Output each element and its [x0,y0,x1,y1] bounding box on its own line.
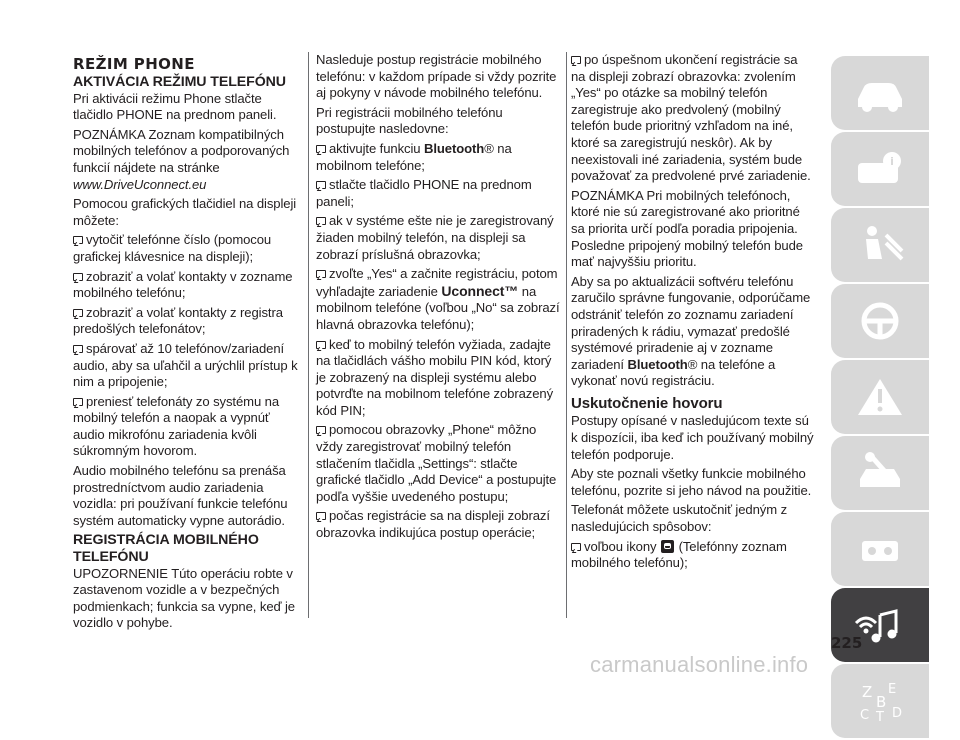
tab-driving[interactable] [831,284,929,358]
paragraph: Audio mobilného telefónu sa prenáša prostredníctvom audio zariadenia vozidla: pri používaní funkcie telefónu systém automaticky vypne autorádio. [73,463,288,528]
bullet-icon [316,341,326,349]
tab-technical-data[interactable] [831,512,929,586]
tools-icon [852,525,908,573]
steering-wheel-icon [852,297,908,345]
list-item [73,341,301,391]
list-item: pomocou obrazovky „Phone“ môžno vždy zaregistrovať mobilný telefón stlačením tlačidla „Settings“: stlačte grafické tlačidlo „Add Device“ a postupujte podľa vyššie uvedeného postupu; [316,422,557,504]
tab-index[interactable] [831,664,929,738]
column-1 [73,56,301,635]
list-item: po úspešnom ukončení registrácie sa na displeji zobrazí obrazovka: zvolením „Yes“ po otázke sa mobilný telefón zaregistruje ako predvolený (mobilný telefón bude prioritný vzhľadom na iné, ktoré sa zaregistrujú neskôr). Ak by neexistovali iné zariadenia, systém bude považovať za predvolené prvé zariadenie. [571,52,811,184]
paragraph: Nasleduje postup registrácie mobilného telefónu: v každom prípade si vždy pozrite aj pokyny v návode mobilného telefónu. [316,52,557,101]
tab-emergency[interactable] [831,360,929,434]
list-item: keď to mobilný telefón vyžiada, zadajte na tlačidlách vášho mobilu PIN kód, ktorý je zobrazený na displeji systému alebo potvrďte na mobilnom telefóne zobrazený kód PIN; [316,336,554,418]
bullet-icon [316,426,326,434]
bullet-icon [73,309,83,317]
list-item-text: preniesť telefonáty zo systému na mobilný telefón a naopak a vypnúť audio mikrofónu zariadenia kvôli súkromným hovorom. [73,393,280,459]
column-divider [308,52,309,618]
alphabet-index-icon [852,677,908,725]
column-3 [571,52,815,575]
list-item: stlačte tlačidlo PHONE na prednom paneli; [316,177,532,209]
subheading-call: Uskutočnenie hovoru [571,394,723,412]
list-item: zvoľte „Yes“ a začnite registráciu, potom vyhľadajte zariadenie Uconnect™ na mobilnom telefóne (voľbou „No“ sa zobrazí hlavná obrazovka telefónu); [316,266,560,332]
car-icon [852,69,908,117]
car-info-icon [852,145,908,193]
section-title: REŽIM PHONE [73,55,195,73]
bullet-icon [571,543,581,551]
index-letter: C [860,708,870,723]
wrench-car-icon [852,449,908,497]
list-item: voľbou ikony (Telefónny zoznam mobilného telefónu); [571,538,787,571]
paragraph: Pri aktivácii režimu Phone stlačte tlačidlo PHONE na prednom paneli. [73,90,277,123]
list-item [73,269,301,302]
list-item [73,232,301,265]
index-letter: E [888,682,897,697]
list-item: počas registrácie sa na displeji zobrazí obrazovka indikujúca postup operácie; [316,508,550,541]
bluetooth-term: Bluetooth [627,356,688,372]
heading-registration: REGISTRÁCIA MOBILNÉHO TELEFÓNU [73,532,259,566]
watermark: carmanualsonline.info [590,652,809,677]
uconnect-term: Uconnect™ [441,282,519,299]
url-link[interactable]: www.DriveUconnect.eu [73,176,207,192]
note-text: POZNÁMKA Zoznam kompatibilných mobilných telefónov a podporovaných funkcií nájdete na stránke [73,126,290,175]
paragraph: Telefonát môžete uskutočniť jedným z nasledujúcich spôsobov: [571,502,788,535]
list-item [73,394,301,460]
index-letter: D [892,706,903,721]
list-item-text: zobraziť a volať kontakty z registra predošlých telefonátov; [73,304,283,337]
bluetooth-term: Bluetooth [424,140,485,156]
bullet-icon [73,273,83,281]
list-item-text: zobraziť a volať kontakty v zozname mobilného telefónu; [73,268,293,301]
tab-safety[interactable] [831,208,929,282]
paragraph: Pomocou grafických tlačidiel na displeji môžete: [73,196,297,228]
list-item [73,305,301,338]
heading-activation: AKTIVÁCIA REŽIMU TELEFÓNU [73,74,286,90]
bullet-icon [316,512,326,520]
bullet-icon [73,345,83,353]
tab-maintenance[interactable] [831,436,929,510]
bullet-icon [316,217,326,225]
warning-triangle-icon [852,373,908,421]
index-letter: T [876,710,884,725]
paragraph: Aby ste poznali všetky funkcie mobilného telefónu, pozrite si jeho návod na použitie. [571,466,812,498]
tab-car-info[interactable] [831,132,929,206]
index-letter: B [876,693,887,711]
column-2 [316,52,560,545]
note: POZNÁMKA Pri mobilných telefónoch, ktoré nie sú zaregistrované ako prioritné sa priorita určí podľa poradia pripojenia. Posledne pripojený mobilný telefón bude mať najvyššiu prioritu. [571,187,803,270]
phonebook-icon [661,540,674,553]
seatbelt-icon [852,221,908,269]
column-divider [566,52,567,618]
page-number: 225 [831,634,863,652]
bullet-icon [73,398,83,406]
bullet-icon [316,145,326,153]
paragraph: Postupy opísané v nasledujúcom texte sú k dispozícii, iba keď ich používaný mobilný telefón podporuje. [571,413,814,462]
bullet-icon [571,56,581,64]
list-item: aktivujte funkciu Bluetooth® na mobilnom telefóne; [316,140,512,173]
bullet-list [73,232,301,460]
note [73,127,301,193]
warning: UPOZORNENIE Túto operáciu robte v zastavenom vozidle a v bezpečných podmienkach; funkcia sa vypne, keď je vozidlo v pohybe. [73,565,295,631]
list-item-text: vytočiť telefónne číslo (pomocou grafickej klávesnice na displeji); [73,232,272,264]
bullet-icon [73,236,83,244]
tab-dashboard[interactable] [831,56,929,130]
paragraph: Pri registrácii mobilného telefónu postupujte nasledovne: [316,104,503,137]
index-letter: Z [862,683,873,701]
svg-text:i: i [890,155,894,168]
bullet-icon [316,270,326,278]
list-item: ak v systéme ešte nie je zaregistrovaný žiaden mobilný telefón, na displeji sa zobrazí príslušná obrazovka; [316,213,554,262]
list-item-text: spárovať až 10 telefónov/zariadení audio, aby sa uľahčil a urýchlil prístup k nim a pripojenie; [73,340,298,390]
paragraph: Aby sa po aktualizácii softvéru telefónu zaručilo správne fungovanie, odporúčame odstrániť telefón zo zoznamu zariadení priradených k rádiu, vymazať predošlé systémové priradenie aj v zozname zariadení Bluetooth® na telefóne a vykonať novú registráciu. [571,273,811,389]
bullet-icon [316,181,326,189]
